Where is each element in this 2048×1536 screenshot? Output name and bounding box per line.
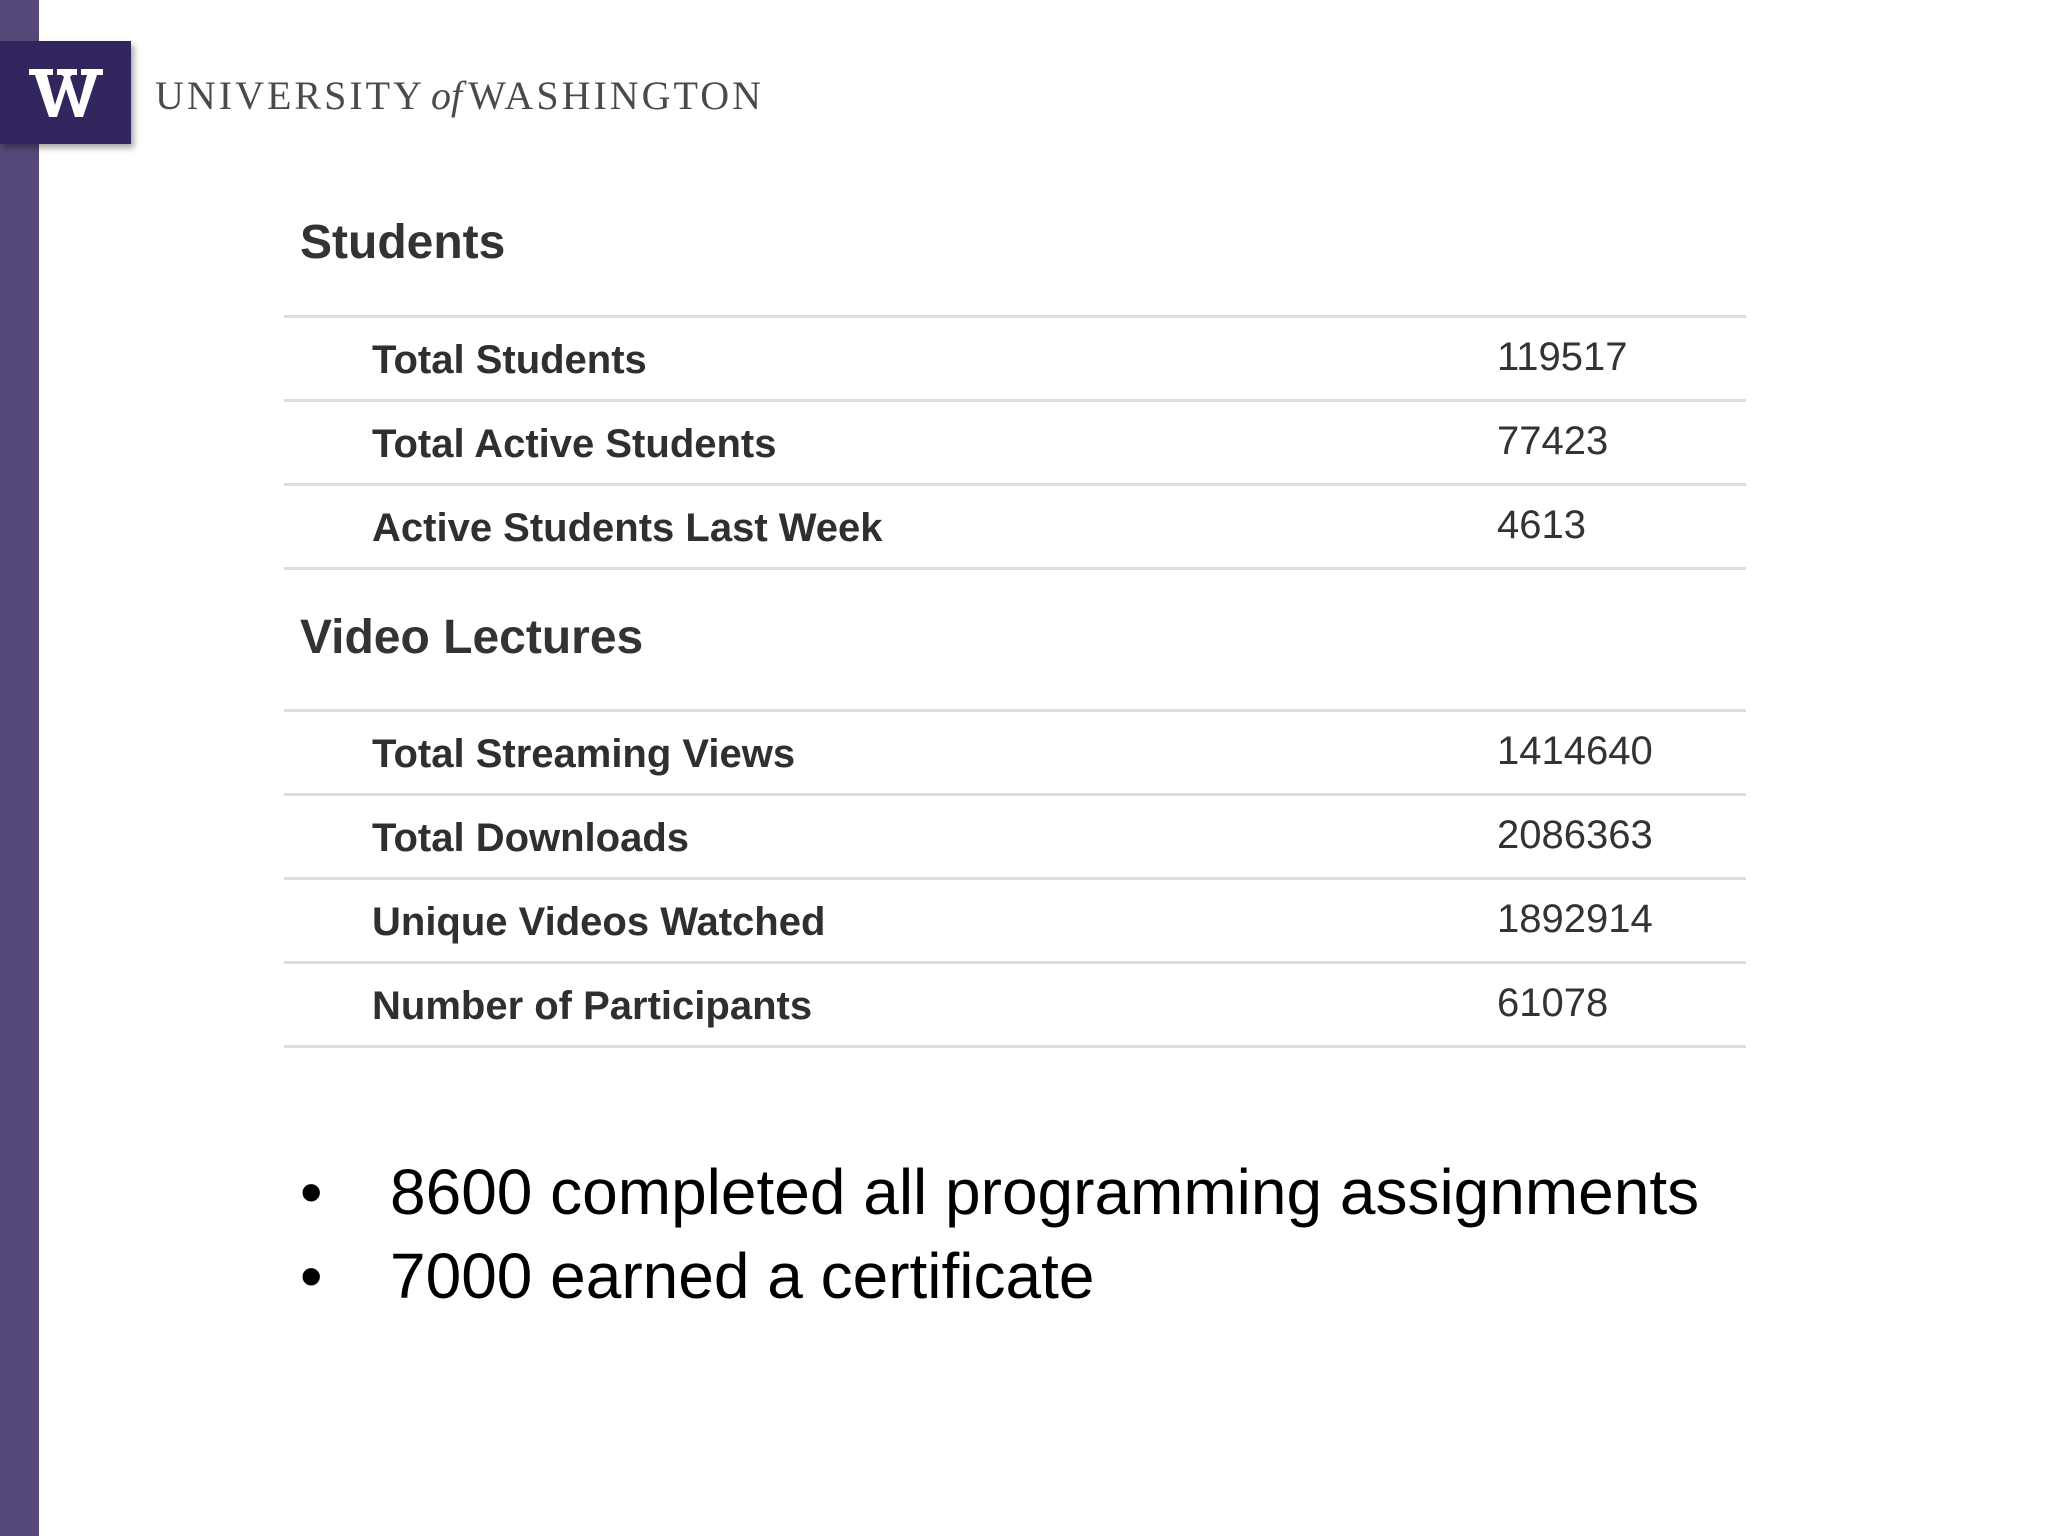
wordmark-of: of	[430, 73, 463, 118]
table-row	[284, 880, 1746, 964]
row-value: 1414640	[1497, 729, 1653, 773]
bullet-text: 7000 earned a certificate	[390, 1240, 1095, 1312]
row-value: 119517	[1497, 335, 1628, 379]
row-label: Number of Participants	[372, 984, 813, 1028]
table-row	[284, 402, 1746, 486]
row-value: 2086363	[1497, 813, 1653, 857]
video-lectures-table	[284, 709, 1746, 1048]
wordmark-university: UNIVERSITY	[155, 73, 425, 118]
section-title-students: Students	[300, 216, 506, 269]
bullet-text: 8600 completed all programming assignments	[390, 1156, 1700, 1228]
row-label: Total Streaming Views	[372, 732, 796, 776]
row-label: Total Students	[372, 338, 647, 382]
row-value: 61078	[1497, 981, 1609, 1025]
university-wordmark	[155, 72, 764, 119]
table-row	[284, 712, 1746, 796]
row-label: Active Students Last Week	[372, 506, 883, 550]
row-label: Total Downloads	[372, 816, 690, 860]
bullet-marker: •	[300, 1156, 323, 1228]
table-row	[284, 796, 1746, 880]
row-label: Total Active Students	[372, 422, 777, 466]
row-value: 77423	[1497, 419, 1609, 463]
table-row	[284, 964, 1746, 1048]
purple-side-bar	[0, 0, 39, 1536]
table-row	[284, 318, 1746, 402]
row-label: Unique Videos Watched	[372, 900, 826, 944]
section-title-video-lectures: Video Lectures	[300, 611, 644, 664]
row-value: 4613	[1497, 503, 1586, 547]
uw-w-logo-icon	[27, 65, 105, 121]
uw-logo	[0, 41, 131, 144]
wordmark-washington: WASHINGTON	[468, 73, 765, 118]
bullet-marker: •	[300, 1240, 323, 1312]
table-row	[284, 486, 1746, 570]
students-table	[284, 315, 1746, 570]
row-value: 1892914	[1497, 897, 1653, 941]
